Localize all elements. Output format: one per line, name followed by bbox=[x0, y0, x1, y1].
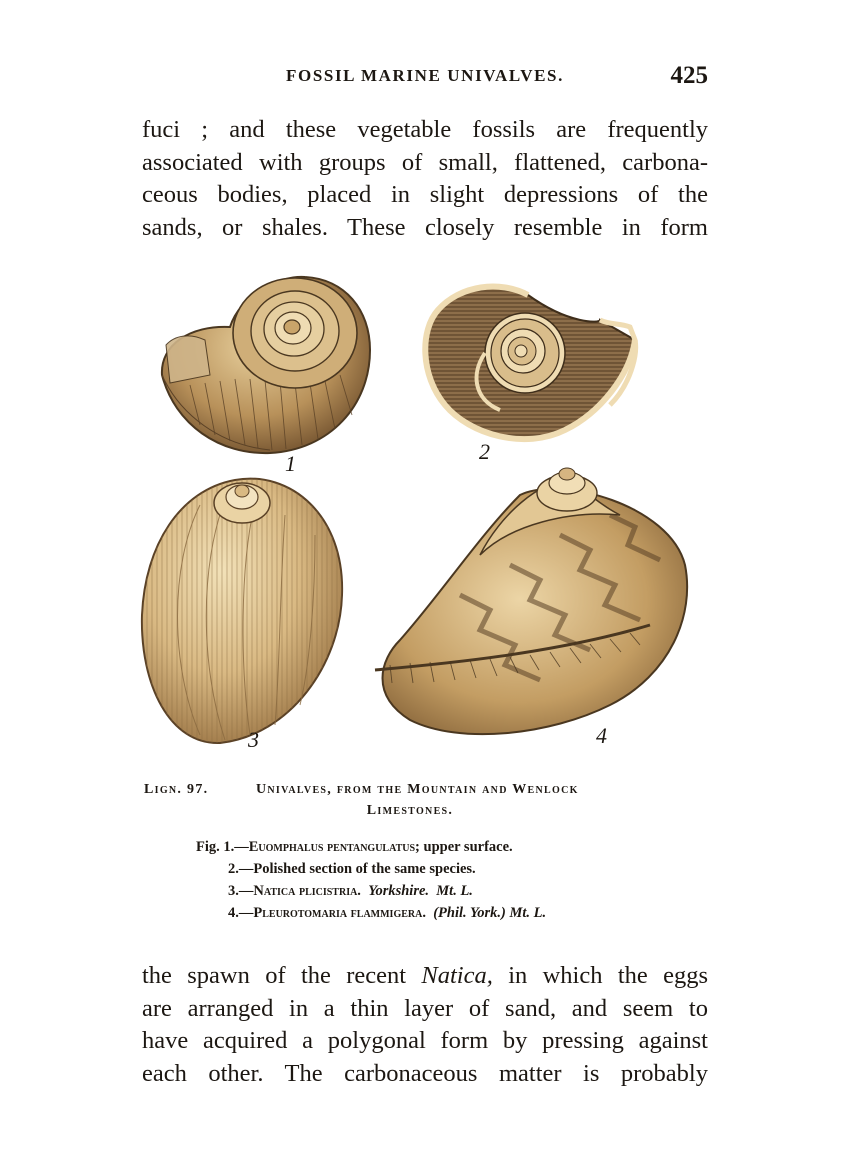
bottom-paragraph bbox=[142, 960, 708, 1090]
legend-row-3 bbox=[196, 880, 696, 902]
text-fragment: in which the eggs bbox=[492, 962, 708, 989]
legend-prefix-3: 3.— bbox=[228, 883, 254, 899]
legend-fig-prefix: Fig. 1.— bbox=[196, 839, 249, 855]
text-line: are arranged in a thin layer of sand, and seem to bbox=[142, 994, 708, 1022]
legend-desc-1: ; upper surface. bbox=[415, 839, 513, 855]
figure-label-4: 4 bbox=[596, 723, 607, 748]
legend-row-4 bbox=[196, 902, 696, 924]
page-number: 425 bbox=[670, 62, 708, 89]
legend-ref-3: Mt. L. bbox=[436, 883, 473, 899]
shell-4-pleurotomaria bbox=[375, 468, 687, 734]
caption-title-line1: Univalves, from the Mountain and Wenlock bbox=[256, 782, 579, 797]
text-line: ceous bodies, placed in slight depressions of the bbox=[142, 181, 708, 208]
running-head bbox=[142, 62, 708, 96]
running-title: FOSSIL MARINE UNIVALVES. bbox=[286, 66, 564, 85]
figure-legend bbox=[196, 836, 696, 924]
text-line: associated with groups of small, flattened, carbona- bbox=[142, 148, 708, 176]
legend-row-2: 2.—Polished section of the same species. bbox=[228, 861, 476, 877]
legend-locality-3: Yorkshire. bbox=[368, 883, 430, 899]
legend-species-1: Euomphalus pentangulatus bbox=[248, 839, 416, 855]
top-paragraph bbox=[142, 114, 708, 244]
text-line: fuci ; and these vegetable fossils are frequently bbox=[142, 116, 708, 143]
caption-title-line2: Limestones. bbox=[366, 803, 454, 818]
text-fragment: the spawn of the recent bbox=[142, 962, 422, 989]
shell-engraving bbox=[130, 265, 720, 765]
text-line: each other. The carbonaceous matter is probably bbox=[142, 1059, 708, 1087]
figure-label-2: 2 bbox=[479, 439, 490, 464]
legend-prefix-4: 4.— bbox=[228, 905, 254, 921]
shell-3-natica bbox=[142, 479, 342, 743]
text-line: sands, or shales. These closely resemble in form bbox=[142, 213, 708, 241]
text-line: have acquired a polygonal form by pressing against bbox=[142, 1027, 708, 1054]
legend-species-3: Natica plicistria. bbox=[253, 883, 361, 899]
legend-row-1 bbox=[196, 836, 696, 858]
shell-2-section bbox=[425, 287, 635, 440]
lign-number: Lign. 97. bbox=[144, 782, 209, 797]
italic-term: Natica, bbox=[421, 962, 493, 989]
legend-ref-4: Mt. L. bbox=[509, 905, 547, 921]
shell-illustration bbox=[130, 265, 720, 765]
legend-species-4: Pleurotomaria flammigera. bbox=[253, 905, 426, 921]
shell-1-euomphalus bbox=[162, 277, 370, 453]
figure-label-3: 3 bbox=[248, 727, 259, 752]
text-line bbox=[142, 960, 708, 993]
figure-label-1: 1 bbox=[285, 451, 296, 476]
legend-locality-4: (Phil. York.) bbox=[433, 905, 506, 921]
